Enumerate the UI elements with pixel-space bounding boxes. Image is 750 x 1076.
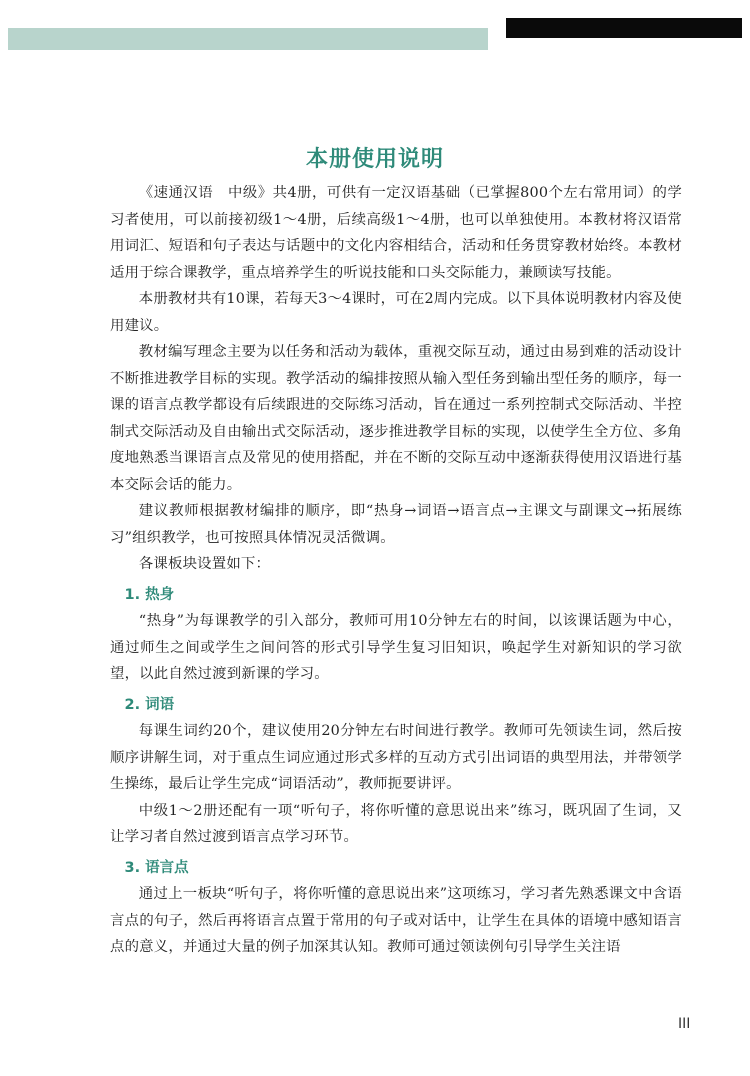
paragraph: 本册教材共有10课，若每天3～4课时，可在2周内完成。以下具体说明教材内容及使用建议。 <box>110 291 682 334</box>
header-black-bar <box>506 18 742 38</box>
paragraph: 各课板块设置如下： <box>138 556 271 572</box>
paragraph: 《速通汉语 中级》共4册，可供有一定汉语基础（已掌握800个左右常用词）的学习者使用，可以前接初级1～4册，后续高级1～4册，也可以单独使用。本教材将汉语常用词汇、短语和句子表达与话题中的文化内容相结合，活动和任务贯穿教材始终。本教材适用于综合课教学，重点培养学生的听说技能和口头交际能力，兼顾读写技能。 <box>110 185 682 281</box>
header-band <box>8 28 488 50</box>
paragraph: 每课生词约20个，建议使用20分钟左右时间进行教学。教师可先领读生词，然后按顺序讲解生词，对于重点生词应通过形式多样的互动方式引出词语的典型用法，并带领学生操练，最后让学生完成“词语活动”，教师扼要讲评。 <box>110 723 682 792</box>
paragraph: 建议教师根据教材编排的顺序，即“热身→词语→语言点→主课文与副课文→拓展练习”组织教学，也可按照具体情况灵活微调。 <box>110 503 682 546</box>
section-heading-grammar: 3. 语言点 <box>124 859 189 876</box>
section-heading-vocabulary: 2. 词语 <box>124 696 175 713</box>
paragraph: 教材编写理念主要为以任务和活动为载体，重视交际互动，通过由易到难的活动设计不断推进教学目标的实现。教学活动的编排按照从输入型任务到输出型任务的顺序，每一课的语言点教学都设有后续跟进的交际练习活动，旨在通过一系列控制式交际活动、半控制式交际活动及自由输出式交际活动，逐步推进教学目标的实现，以使学生全方位、多角度地熟悉当课语言点及常见的使用搭配，并在不断的交际互动中逐渐获得使用汉语进行基本交际会话的能力。 <box>110 344 682 493</box>
paragraph: 中级1～2册还配有一项“听句子，将你听懂的意思说出来”练习，既巩固了生词，又让学习者自然过渡到语言点学习环节。 <box>110 802 682 845</box>
page-title: 本册使用说明 <box>305 147 444 172</box>
section-heading-warmup: 1. 热身 <box>124 586 175 603</box>
page-number: III <box>678 1016 691 1032</box>
paragraph: 通过上一板块“听句子，将你听懂的意思说出来”这项练习，学习者先熟悉课文中含语言点的句子，然后再将语言点置于常用的句子或对话中，让学生在具体的语境中感知语言点的意义，并通过大量的例子加深其认知。教师可通过领读例句引导学生关注语 <box>110 886 682 955</box>
document-body <box>110 180 682 961</box>
paragraph: “热身”为每课教学的引入部分，教师可用10分钟左右的时间，以该课话题为中心，通过师生之间或学生之间问答的形式引导学生复习旧知识，唤起学生对新知识的学习欲望，以此自然过渡到新课的学习。 <box>110 613 682 682</box>
